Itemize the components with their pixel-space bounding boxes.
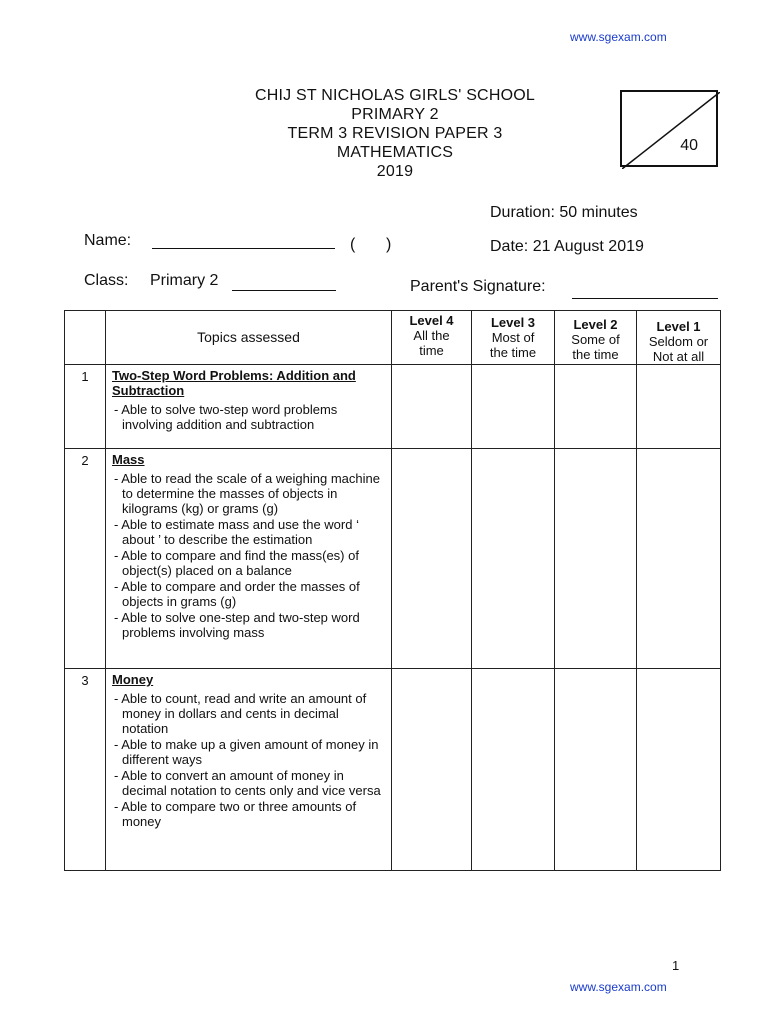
duration-text: Duration: 50 minutes bbox=[490, 204, 638, 221]
topic-item: - Able to compare and order the masses of objects in grams (g) bbox=[112, 579, 387, 609]
index-paren-close: ) bbox=[386, 236, 392, 253]
topic-cell bbox=[106, 365, 392, 449]
table-row bbox=[65, 669, 721, 871]
paper-heading: TERM 3 REVISION PAPER 3 bbox=[287, 125, 503, 142]
header-number-cell bbox=[65, 311, 106, 365]
level4-header: Level 4 All the time bbox=[392, 311, 472, 365]
topic-item: - Able to compare two or three amounts of money bbox=[112, 799, 387, 829]
level3-cell[interactable] bbox=[472, 365, 555, 449]
level1-cell[interactable] bbox=[637, 669, 721, 871]
level1-header: Level 1 Seldom or Not at all bbox=[637, 311, 721, 365]
level3-cell[interactable] bbox=[472, 669, 555, 871]
topic-item: - Able to convert an amount of money in decimal notation to cents only and vice versa bbox=[112, 768, 387, 798]
level-heading: PRIMARY 2 bbox=[351, 106, 439, 123]
name-line[interactable] bbox=[152, 234, 335, 249]
level4-cell[interactable] bbox=[392, 365, 472, 449]
score-box bbox=[620, 90, 718, 167]
topic-cell bbox=[106, 449, 392, 669]
level3-header: Level 3 Most of the time bbox=[472, 311, 555, 365]
signature-label: Parent's Signature: bbox=[410, 278, 546, 295]
row-number: 1 bbox=[65, 365, 106, 449]
class-label: Class: bbox=[84, 272, 129, 289]
row-number: 2 bbox=[65, 449, 106, 669]
row-number: 3 bbox=[65, 669, 106, 871]
table-header-row bbox=[65, 311, 721, 365]
score-diagonal bbox=[622, 92, 720, 169]
table-row bbox=[65, 365, 721, 449]
exam-header bbox=[230, 86, 560, 181]
level2-cell[interactable] bbox=[555, 449, 637, 669]
level1-cell[interactable] bbox=[637, 365, 721, 449]
topic-title: Mass bbox=[112, 452, 145, 467]
table-row bbox=[65, 449, 721, 669]
site-url-bottom[interactable]: www.sgexam.com bbox=[570, 980, 667, 994]
page-number: 1 bbox=[672, 958, 680, 973]
class-line[interactable] bbox=[232, 278, 336, 291]
topic-cell bbox=[106, 669, 392, 871]
topic-item: - Able to estimate mass and use the word ‘ about ’ to describe the estimation bbox=[112, 517, 387, 547]
topic-item: - Able to make up a given amount of money in different ways bbox=[112, 737, 387, 767]
score-total: 40 bbox=[680, 137, 698, 154]
class-value: Primary 2 bbox=[150, 272, 219, 289]
level3-cell[interactable] bbox=[472, 449, 555, 669]
level4-cell[interactable] bbox=[392, 449, 472, 669]
index-paren-open: ( bbox=[350, 236, 356, 253]
topic-item: - Able to compare and find the mass(es) of object(s) placed on a balance bbox=[112, 548, 387, 578]
topic-item: - Able to count, read and write an amount of money in dollars and cents in decimal notation bbox=[112, 691, 387, 736]
level2-cell[interactable] bbox=[555, 669, 637, 871]
level4-cell[interactable] bbox=[392, 669, 472, 871]
level2-cell[interactable] bbox=[555, 365, 637, 449]
topic-title: Two-Step Word Problems: Addition and Subtraction bbox=[112, 368, 356, 398]
name-label: Name: bbox=[84, 232, 132, 249]
topics-header: Topics assessed bbox=[106, 311, 392, 365]
year-heading: 2019 bbox=[376, 163, 414, 180]
subject-heading: MATHEMATICS bbox=[336, 144, 454, 161]
topic-item: - Able to read the scale of a weighing machine to determine the masses of objects in kilograms (kg) or grams (g) bbox=[112, 471, 387, 516]
topic-item: - Able to solve two-step word problems involving addition and subtraction bbox=[112, 402, 387, 432]
topic-item: - Able to solve one-step and two-step word problems involving mass bbox=[112, 610, 387, 640]
date-text: Date: 21 August 2019 bbox=[490, 238, 644, 255]
topic-title: Money bbox=[112, 672, 154, 687]
school-name: CHIJ ST NICHOLAS GIRLS' SCHOOL bbox=[255, 87, 535, 104]
level1-cell[interactable] bbox=[637, 449, 721, 669]
site-url-top[interactable]: www.sgexam.com bbox=[570, 30, 667, 44]
assessment-table bbox=[64, 310, 721, 871]
level2-header: Level 2 Some of the time bbox=[555, 311, 637, 365]
signature-line[interactable] bbox=[572, 284, 718, 299]
